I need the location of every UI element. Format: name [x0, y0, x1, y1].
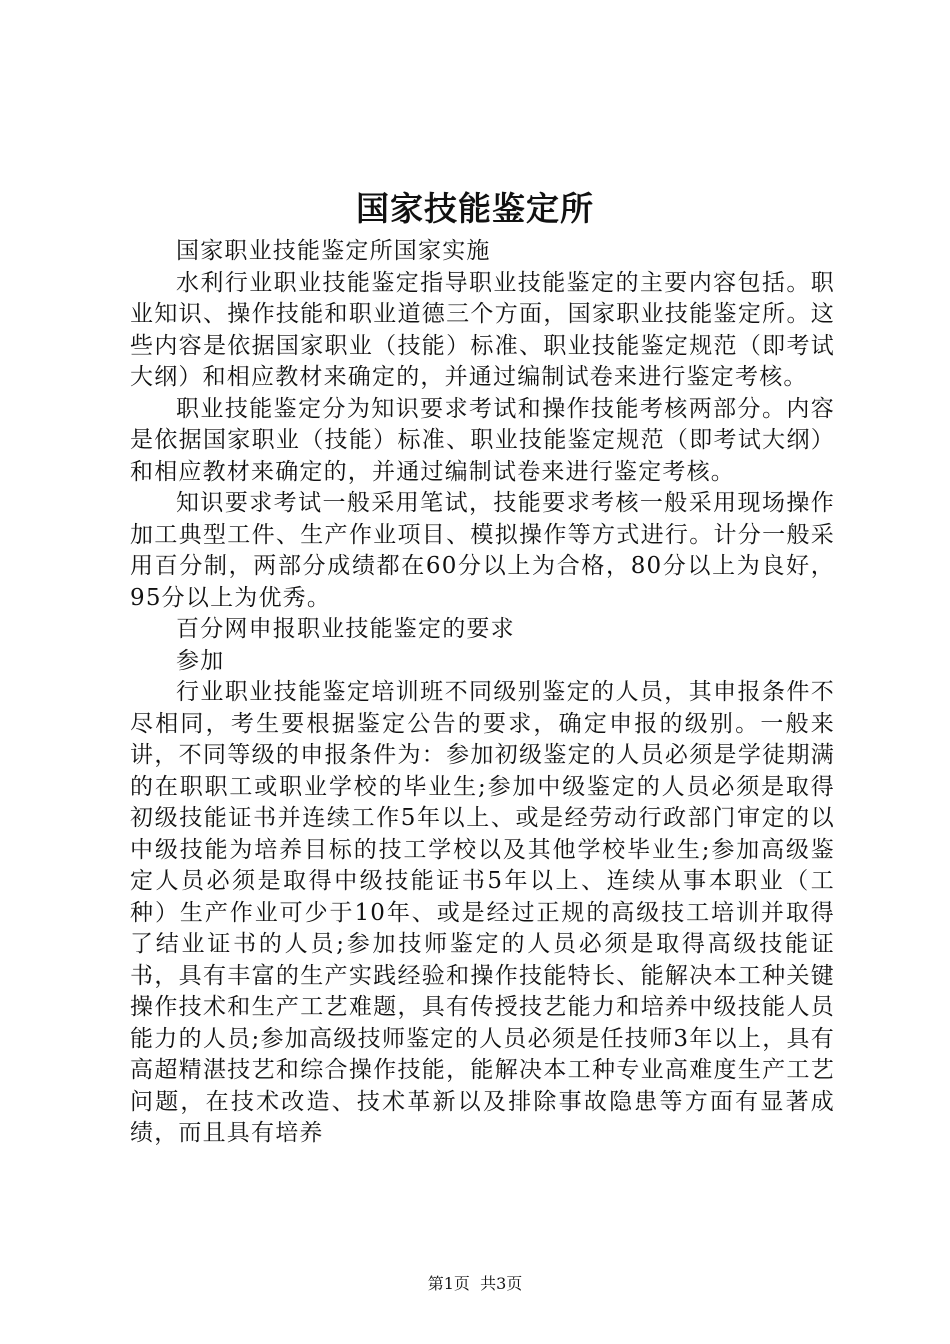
paragraph-content-scope: 水利行业职业技能鉴定指导职业技能鉴定的主要内容包括。职业知识、操作技能和职业道德三个方面，国家职业技能鉴定所。这些内容是依据国家职业（技能）标准、职业技能鉴定规范（即考试大纲）和相应教材来确定的，并通过编制试卷来进行鉴定考核。 — [130, 269, 835, 390]
paragraph-participate: 参加 — [176, 647, 225, 674]
paragraph-application-conditions: 行业职业技能鉴定培训班不同级别鉴定的人员，其申报条件不尽相同，考生要根据鉴定公告的要求，确定申报的级别。一般来讲，不同等级的申报条件为：参加初级鉴定的人员必须是学徒期满的在职职工或职业学校的毕业生;参加中级鉴定的人员必须是取得初级技能证书并连续工作5年以上、或是经劳动行政部门审定的以中级技能为培养目标的技工学校以及其他学校毕业生;参加高级鉴定人员必须是取得中级技能证书5年以上、连续从事本职业（工种）生产作业可少于10年、或是经过正规的高级技工培训并取得了结业证书的人员;参加技师鉴定的人员必须是取得高级技能证书，具有丰富的生产实践经验和操作技能特长、能解决本工种关键操作技术和生产工艺难题，具有传授技艺能力和培养中级技能人员能力的人员;参加高级技师鉴定的人员必须是任技师3年以上，具有高超精湛技艺和综合操作技能，能解决本工种专业高难度生产工艺问题，在技术改造、技术革新以及排除事故隐患等方面有显著成绩，而且具有培养 — [130, 679, 835, 1146]
document-body — [130, 236, 835, 1150]
page-number: 第1页 共3页 — [427, 1274, 523, 1293]
document-title: 国家技能鉴定所 — [356, 189, 594, 228]
paragraph-scoring: 知识要求考试一般采用笔试，技能要求考核一般采用现场操作加工典型工件、生产作业项目、模拟操作等方式进行。计分一般采用百分制，两部分成绩都在60分以上为合格，80分以上为良好，95分以上为优秀。 — [130, 490, 835, 611]
paragraph-assessment-parts: 职业技能鉴定分为知识要求考试和操作技能考核两部分。内容是依据国家职业（技能）标准、职业技能鉴定规范（即考试大纲）和相应教材来确定的，并通过编制试卷来进行鉴定考核。 — [130, 395, 835, 485]
page-footer — [0, 1272, 950, 1296]
paragraph-section-heading: 百分网申报职业技能鉴定的要求 — [176, 616, 515, 642]
paragraph-subtitle: 国家职业技能鉴定所国家实施 — [176, 238, 491, 264]
